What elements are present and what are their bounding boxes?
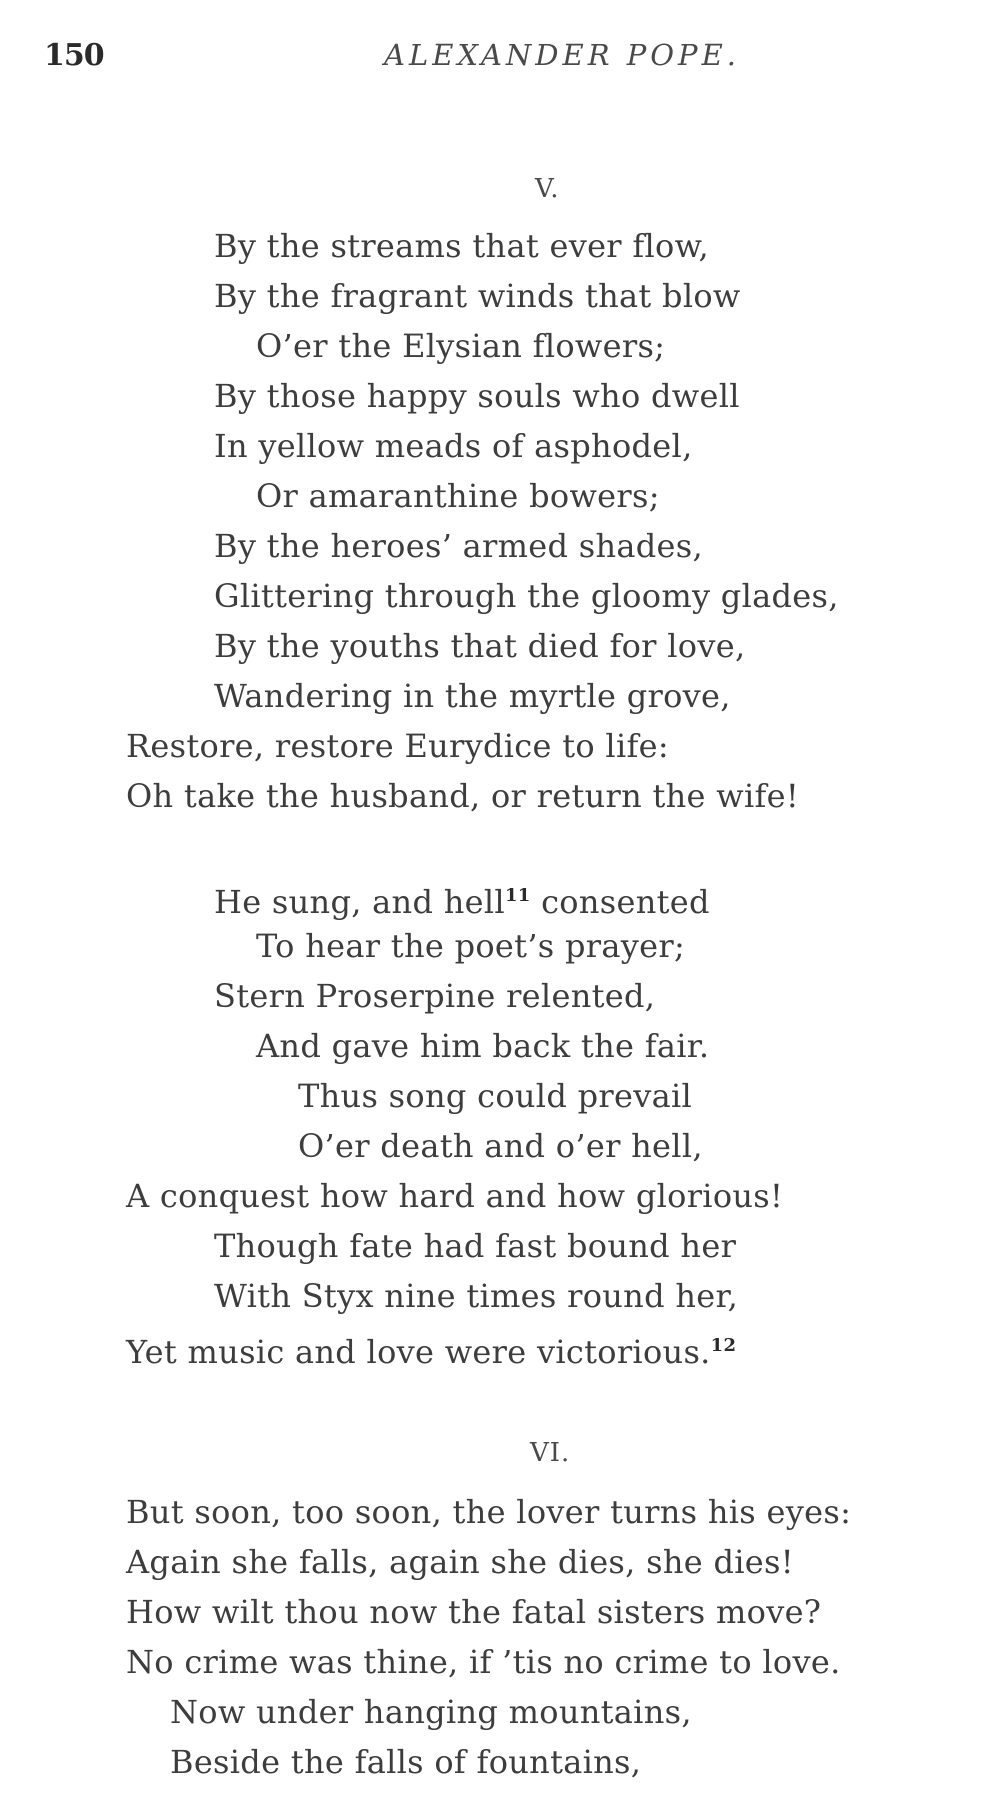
- poem-line: How wilt thou now the fatal sisters move?: [126, 1593, 822, 1631]
- section-numeral-vi: VI.: [530, 1438, 571, 1468]
- poem-line: Or amaranthine bowers;: [256, 477, 660, 515]
- poem-line-text: He sung, and hell: [214, 883, 505, 921]
- footnote-marker: 12: [710, 1335, 737, 1356]
- poem-line-text: Yet music and love were victorious.: [126, 1333, 711, 1371]
- poem-line-text: consented: [530, 883, 710, 921]
- poem-line: Beside the falls of fountains,: [170, 1743, 642, 1781]
- page-number: 150: [44, 38, 104, 73]
- poem-line: [126, 1326, 736, 1372]
- poem-line: Again she falls, again she dies, she dies!: [126, 1543, 794, 1581]
- poem-line: Stern Proserpine relented,: [214, 977, 656, 1015]
- poem-line: O’er the Elysian flowers;: [256, 327, 666, 365]
- running-title: ALEXANDER POPE.: [384, 38, 740, 72]
- poem-line: By those happy souls who dwell: [214, 377, 740, 415]
- poem-line: A conquest how hard and how glorious!: [126, 1177, 784, 1215]
- poem-line: By the streams that ever flow,: [214, 227, 709, 265]
- poem-line: Though fate had fast bound her: [214, 1227, 737, 1265]
- poem-line: In yellow meads of asphodel,: [214, 427, 693, 465]
- poem-line: Glittering through the gloomy glades,: [214, 577, 839, 615]
- poem-line: And gave him back the fair.: [256, 1027, 710, 1065]
- poem-line: By the youths that died for love,: [214, 627, 746, 665]
- poem-line: Wandering in the myrtle grove,: [214, 677, 731, 715]
- poem-line: But soon, too soon, the lover turns his eyes:: [126, 1493, 852, 1531]
- page-header: [44, 38, 944, 78]
- poem-line: By the fragrant winds that blow: [214, 277, 741, 315]
- poem-line: Restore, restore Eurydice to life:: [126, 727, 669, 765]
- section-numeral-v: V.: [535, 174, 560, 204]
- poem-line: Thus song could prevail: [298, 1077, 693, 1115]
- poem-line: O’er death and o’er hell,: [298, 1127, 703, 1165]
- poem-line: Now under hanging mountains,: [170, 1693, 692, 1731]
- poem-line: No crime was thine, if ’tis no crime to love.: [126, 1643, 841, 1681]
- poem-line: With Styx nine times round her,: [214, 1277, 739, 1315]
- poem-line: By the heroes’ armed shades,: [214, 527, 703, 565]
- poem-line: [214, 876, 710, 922]
- poem-line: Oh take the husband, or return the wife!: [126, 777, 800, 815]
- poem-line: To hear the poet’s prayer;: [256, 927, 686, 965]
- footnote-marker: 11: [504, 885, 531, 906]
